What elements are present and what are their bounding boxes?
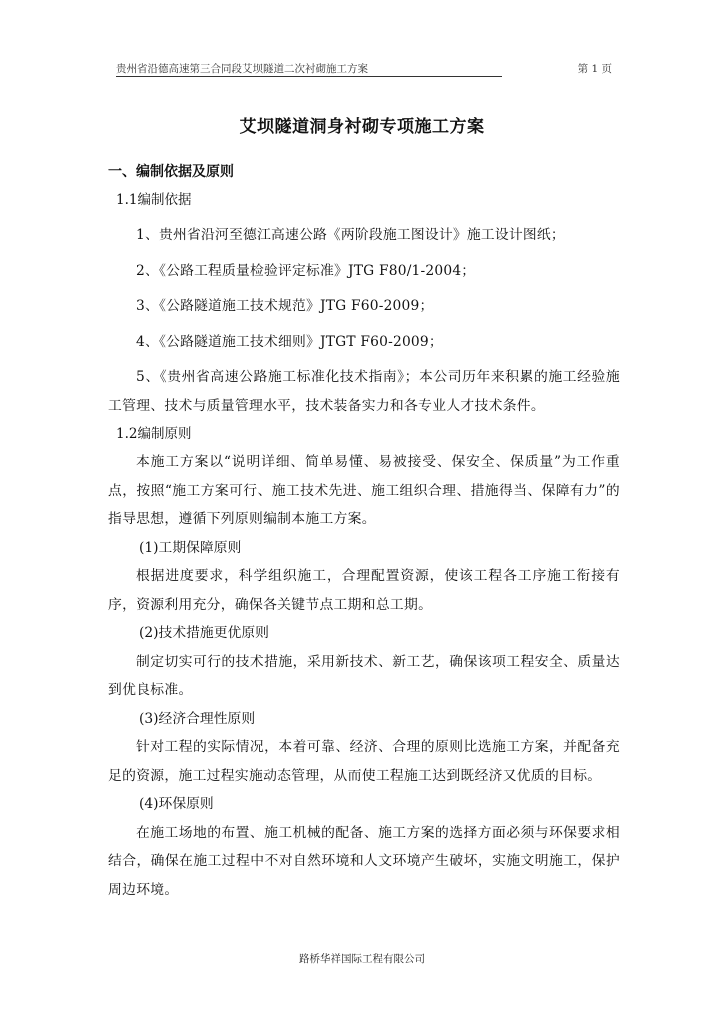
page-header [110,61,618,77]
basis-item-3: 3、《公路隧道施工技术规范》JTG F60-2009； [136,298,434,314]
footer-company: 路桥华祥国际工程有限公司 [299,953,425,965]
principles-intro: 本施工方案以“说明详细、简单易懂、易被接受、保安全、保质量”为工作重点，按照“施工方案可行、施工技术先进、施工组织合理、措施得当、保障有力”的指导思想，遵循下列原则编制本施工方案。 [108,454,620,527]
principle-title: (2)技术措施更优原则 [139,625,269,641]
principle-text: 根据进度要求，科学组织施工，合理配置资源，使该工程各工序施工衔接有序，资源利用充分，确保各关键节点工期和总工期。 [108,568,620,613]
principle-text: 针对工程的实际情况，本着可靠、经济、合理的原则比选施工方案，并配备充足的资源，施工过程实施动态管理，从而使工程施工达到既经济又优质的目标。 [108,739,620,784]
basis-item-4: 4、《公路隧道施工技术细则》JTGT F60-2009； [136,333,443,350]
basis-item-5: 5、《贵州省高速公路施工标准化技术指南》；本公司历年来积累的施工经验施工管理、技术与质量管理水平，技术装备实力和各专业人才技术条件。 [108,369,620,414]
principle-title: (3)经济合理性原则 [139,710,256,727]
header-underline [116,76,502,77]
basis-item-2: 2、《公路工程质量检验评定标准》JTG F80/1-2004； [136,262,476,279]
basis-item-1: 1、贵州省沿河至德江高速公路《两阶段施工图设计》施工设计图纸； [136,227,565,243]
header-title: 贵州省沿德高速第三合同段艾坝隧道二次衬砌施工方案 [116,63,368,75]
subsection-heading-1-1: 1.1编制依据 [116,192,192,208]
document-body [108,158,620,904]
principle-text: 制定切实可行的技术措施，采用新技术、新工艺，确保该项工程安全、质量达到优良标准。 [108,653,620,698]
page-number: 第 1 页 [577,63,612,75]
section-heading-1: 一、编制依据及原则 [108,164,234,180]
principle-title: (1)工期保障原则 [139,539,242,556]
subsection-heading-1-2: 1.2编制原则 [116,426,192,442]
principle-title: (4)环保原则 [139,796,214,812]
principle-text: 在施工场地的布置、施工机械的配备、施工方案的选择方面必须与环保要求相结合，确保在施工过程中不对自然环境和人文环境产生破坏，实施文明施工，保护周边环境。 [108,824,620,898]
document-title: 艾坝隧道洞身衬砌专项施工方案 [239,117,485,137]
